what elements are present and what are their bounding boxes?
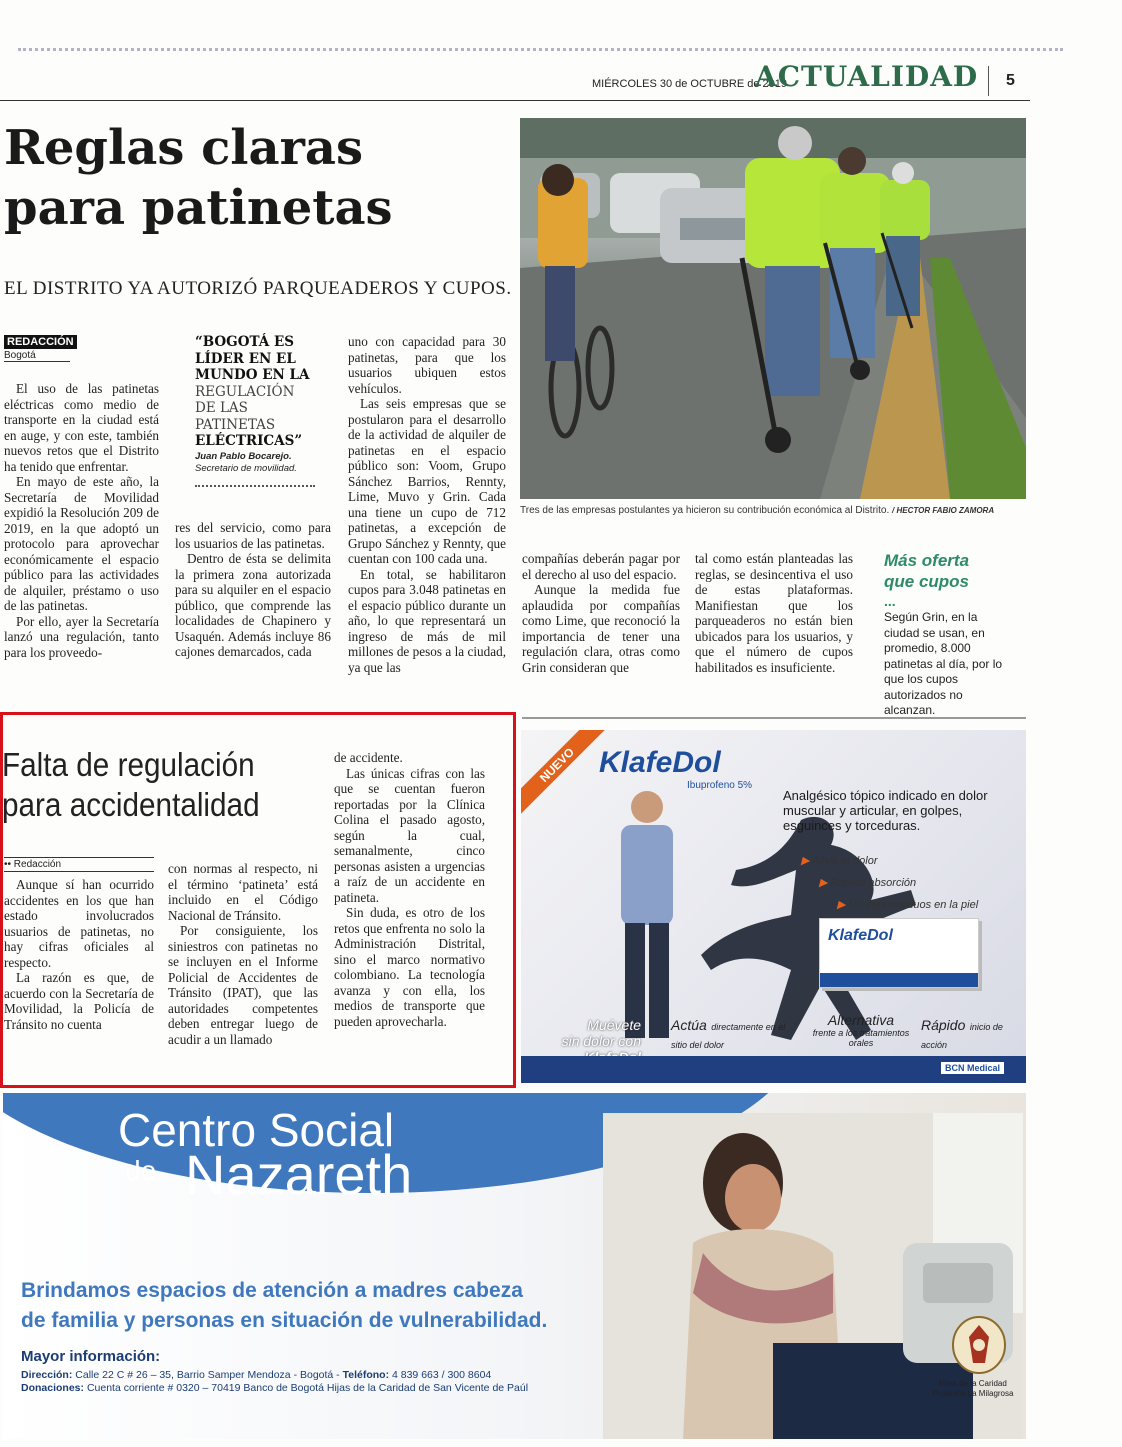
paragraph: El uso de las patinetas eléctricas como medio de transporte en la ciudad está en auge, y con este, también nuevos retos que el Distrito ha tenido que enfrentar. xyxy=(4,381,159,474)
article-column-2 xyxy=(175,520,331,660)
triangle-bullet-icon: ▶ xyxy=(837,899,849,911)
headline-line-2: para patinetas xyxy=(4,180,393,236)
paragraph: Aunque sí han ocurrido accidentes en los que han estado involucrados usuarios de patinetas, no hay cifras oficiales al respecto. xyxy=(4,877,154,970)
quote-line: REGULACIÓN xyxy=(195,383,295,400)
more-info-heading: Mayor información: xyxy=(21,1348,161,1365)
benefit-item: ▶ Alivia el dolor xyxy=(801,855,878,867)
paragraph: En total, se habilitaron cupos para 3.048 patinetas en el espacio público durante un año, lo que representará un ingreso de más de mil millones de pesos a la ciudad, ya que las xyxy=(348,566,506,675)
photo-credit: / HECTOR FABIO ZAMORA xyxy=(892,506,995,515)
article2-title xyxy=(2,745,260,825)
triangle-bullet-icon: ▶ xyxy=(819,877,831,889)
feature-alternative: Alternativa frente a los tratamientos orales xyxy=(812,1012,910,1048)
ad-slogan: Muévete sin dolor con xyxy=(561,1017,641,1049)
feature-acts: Actúa directamente en el sitio del dolor xyxy=(671,1017,786,1050)
product-box xyxy=(819,918,979,988)
paragraph: res del servicio, como para los usuarios de las patinetas. xyxy=(175,520,331,551)
article-column-1 xyxy=(4,381,159,660)
article2-column-2 xyxy=(168,861,318,1047)
quote-line: DE LAS xyxy=(195,400,248,416)
section-divider xyxy=(522,717,1026,719)
bcn-medical-logo: BCN Medical xyxy=(941,1062,1004,1074)
ad-title-line-2: Nazareth xyxy=(185,1143,413,1206)
ad-title-line-1: Centro Social xyxy=(118,1104,395,1156)
paragraph: Por consiguiente, los siniestros con patinetas no se incluyen en el Informe Policial de Accidentes de Tránsito (IPAT), que las autoridades competentes deben entregar luego de acudir a un llamado xyxy=(168,923,318,1047)
new-badge: NUEVO xyxy=(521,730,606,814)
article-column-4 xyxy=(522,551,680,675)
sidebar-dots: ... xyxy=(884,593,896,609)
paragraph: En mayo de este año, la Secretaría de Movilidad expidió la Resolución 209 de 2019, en la que adoptó un protocolo para aprovechar económicamente el espacio público para las actividades de alquiler, préstamo o uso de las patinetas. xyxy=(4,474,159,613)
feature-fast: Rápido inicio de acción xyxy=(921,1017,1003,1050)
byline-bullet-icon: •• xyxy=(4,859,14,870)
issue-date: MIÉRCOLES 30 de OCTUBRE de 2019 xyxy=(592,78,788,90)
quote-line: “BOGOTÁ ES xyxy=(195,334,294,350)
article-photo-scooters xyxy=(520,118,1026,499)
article2-title-line: Falta de regulación xyxy=(2,746,255,783)
article2-byline xyxy=(4,857,154,872)
donations-line: Donaciones: Cuenta corriente # 0320 – 70419 Banco de Bogotá Hijas de la Caridad de San Vicente de Paúl xyxy=(21,1382,529,1394)
paragraph: Aunque la medida fue aplaudida por compañías como Lime, que reconoció la importancia de tener una regulación clara, otras como Grin consideran que xyxy=(522,582,680,675)
page-number: 5 xyxy=(1006,72,1015,89)
quote-role: Secretario de movilidad. xyxy=(195,463,297,474)
sidebar-title xyxy=(884,550,969,592)
sidebar-title-line: que cupos xyxy=(884,572,970,591)
paragraph: La razón es que, de acuerdo con la Secretaría de Movilidad, la Policía de Tránsito no cuenta xyxy=(4,970,154,1032)
product-box-band xyxy=(820,973,978,987)
section-title: ACTUALIDAD xyxy=(755,60,979,93)
article-column-3 xyxy=(348,334,506,675)
header-divider xyxy=(988,66,989,96)
caption-text: Tres de las empresas postulantes ya hicieron su contribución económica al Distrito. xyxy=(520,505,890,516)
ad-tagline: Brindamos espacios de atención a madres cabeza de familia y personas en situación de vulnerabilidad. xyxy=(21,1279,548,1332)
article2-column-3 xyxy=(334,750,485,1029)
paragraph: Dentro de ésta se delimita la primera zona autorizada para su alquiler en el espacio público, que comprende las localidades de Chapinero y Usaquén. Además incluye 86 cajones demarcados, cada xyxy=(175,551,331,659)
product-box-brand: KlafeDol xyxy=(828,927,893,944)
klafedol-advertisement xyxy=(521,730,1026,1083)
quote-line: MUNDO EN LA xyxy=(195,367,310,383)
quote-line: ELÉCTRICAS” xyxy=(195,433,303,449)
headline-line-1: Reglas claras xyxy=(4,120,364,176)
photo-illustration xyxy=(520,118,1026,499)
benefits-list xyxy=(801,850,978,916)
paragraph: de accidente. xyxy=(334,750,403,765)
quote-author: Juan Pablo Bocarejo. xyxy=(195,451,292,462)
sidebar-text: Según Grin, en la ciudad se usan, en promedio, 8.000 patinetas al día, por lo que los cupos autorizados no alcanzan. xyxy=(884,610,1003,717)
paragraph: Sin duda, es otro de los retos que enfrenta no solo la Administración Distrital, sino el marco normativo colombiano. La tecnología avanza y con ella, los medios de transporte que pueden aprovecharla. xyxy=(334,905,485,1029)
paragraph: uno con capacidad para 30 patinetas, para que los usuarios ubiquen estos vehículos. xyxy=(348,334,506,396)
headline xyxy=(4,118,504,238)
sidebar-title-line: Más oferta xyxy=(884,551,970,570)
photo-caption xyxy=(520,505,1026,516)
article2-column-1 xyxy=(4,877,154,1032)
paragraph: Las seis empresas que se postularon para el desarrollo de la actividad de alquiler de patinetas en el espacio público son: Voom, Grupo Sánchez Barrios, Rennty, Lime, Muvo y Grin. Cada una tiene un cupo de 712 patinetas, a excepción de Grupo Sánchez y Rennty, que cuentan con 100 cada una. xyxy=(348,396,506,566)
nazareth-advertisement xyxy=(3,1093,1026,1439)
quote-attribution xyxy=(195,451,297,475)
header-rule xyxy=(0,100,1030,101)
paragraph: Las únicas cifras con las que se cuentan fueron reportadas por la Clínica Colina el pasado agosto, según la cual, semanalmente, cinco personas asisten a urgencias a raíz de un accidente en patineta. xyxy=(334,765,485,905)
pull-quote xyxy=(195,334,315,450)
quote-line: LÍDER EN EL xyxy=(195,350,296,367)
man-figure xyxy=(611,785,683,1045)
ingredient: Ibuprofeno 5% xyxy=(687,780,753,791)
brand-logo: KlafeDol xyxy=(599,746,721,779)
quote-dotted-rule xyxy=(195,485,315,487)
address-line: Dirección: Calle 22 C # 26 – 35, Barrio Samper Mendoza - Bogotá - Teléfono: 4 839 663 / 300 8604 xyxy=(21,1369,492,1381)
top-dotted-rule xyxy=(18,48,1063,51)
benefit-item: ▶ Rápida absorción xyxy=(819,877,917,889)
seal-caption: Hijas de la Caridad Provincia La Milagrosa xyxy=(932,1379,1014,1398)
quote-line: PATINETAS xyxy=(195,416,276,433)
byline-text: Redacción xyxy=(13,859,62,870)
paragraph: Por ello, ayer la Secretaría lanzó una regulación, tanto para los proveedo- xyxy=(4,613,159,660)
triangle-bullet-icon: ▶ xyxy=(801,855,813,867)
byline-city: Bogotá xyxy=(4,350,70,362)
subheadline: EL DISTRITO YA AUTORIZÓ PARQUEADEROS Y CUPOS. xyxy=(4,278,512,299)
benefit-item: ▶ No deja residuos en la piel xyxy=(837,899,979,911)
paragraph: tal como están planteadas las reglas, se desincentiva el uso de estas plataformas. Manifiestan que los parqueaderos no están bien ubicados para los usuarios, y que el número de cupos habilitados es insuficiente. xyxy=(695,551,853,675)
ad-headline: Analgésico tópico indicado en dolor muscular y articular, en golpes, esguinces y torceduras. xyxy=(783,788,988,833)
article2-title-line: para accidentalidad xyxy=(2,786,260,823)
byline: REDACCIÓN xyxy=(4,335,77,349)
ad-title-de: de xyxy=(125,1155,157,1186)
seal-icon xyxy=(951,1315,1007,1375)
paragraph: con normas al respecto, ni el término ‘patineta’ está incluido en el Código Nacional de Tránsito. xyxy=(168,861,318,923)
paragraph: compañías deberán pagar por el derecho al uso del espacio. xyxy=(522,551,680,582)
article-column-5 xyxy=(695,551,853,675)
contact-info xyxy=(21,1369,661,1395)
